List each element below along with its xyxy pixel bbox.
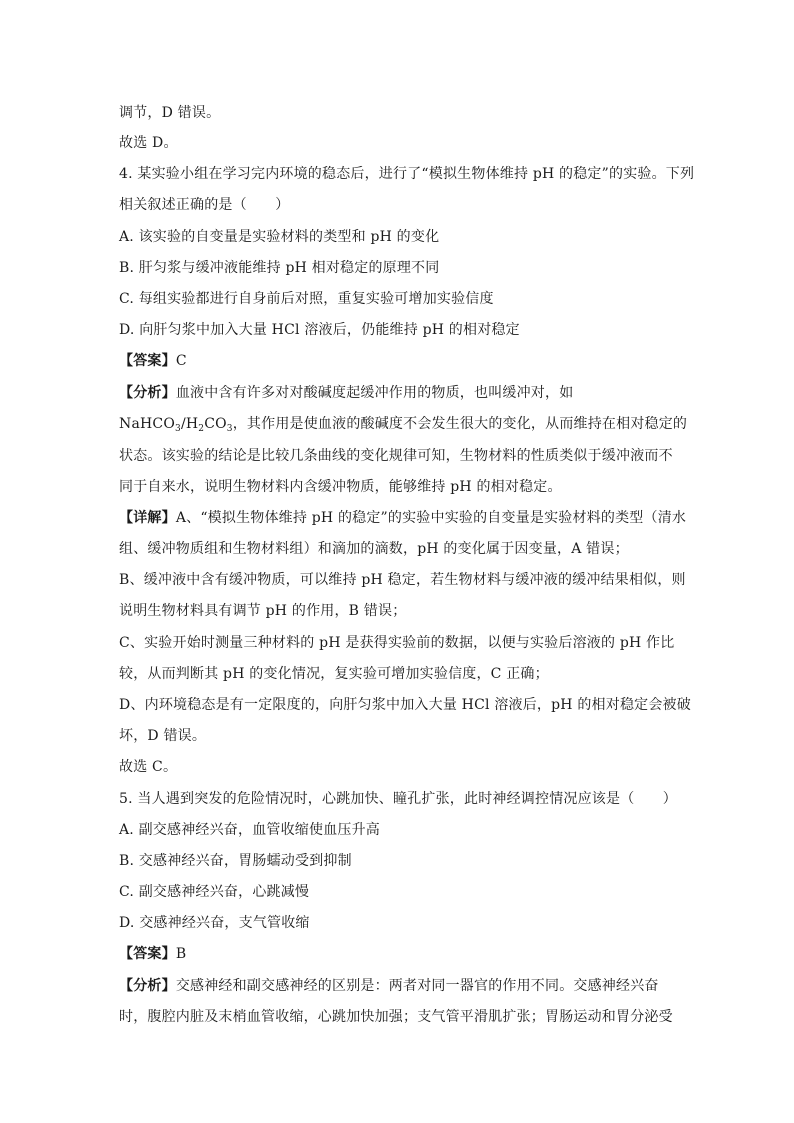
text: D、内环境稳态是有一定限度的，向肝匀浆中加入大量 HCl 溶液后，pH 的相对稳定会被破 <box>119 697 691 713</box>
text-line <box>119 103 220 123</box>
text: C. 每组实验都进行自身前后对照，重复实验可增加实验信度 <box>119 291 494 307</box>
text: 故选 D。 <box>119 135 178 151</box>
detail-line <box>119 508 686 528</box>
text: B. 肝匀浆与缓冲液能维持 pH 相对稳定的原理不同 <box>119 260 440 276</box>
text: C. 副交感神经兴奋，心跳减慢 <box>119 884 310 900</box>
analysis-line <box>119 414 687 434</box>
option-d <box>119 913 310 933</box>
text: 较，从而判断其 pH 的变化情况，复实验可增加实验信度，C 正确； <box>119 666 549 682</box>
detail-line <box>119 695 691 715</box>
detail-line <box>119 633 674 653</box>
text: 状态。该实验的结论是比较几条曲线的变化规律可知，生物材料的性质类似于缓冲液而不 <box>119 448 673 464</box>
answer-line <box>119 944 186 964</box>
answer-value: C <box>175 353 187 369</box>
text: 同于自来水，说明生物材料内含缓冲物质，能够维持 pH 的相对稳定。 <box>119 479 562 495</box>
detail-label: 【详解】 <box>119 510 176 526</box>
option-a <box>119 227 439 247</box>
question-5-stem <box>119 789 677 809</box>
detail-line <box>119 726 206 746</box>
analysis-line <box>119 446 673 466</box>
text: 说明生物材料具有调节 pH 的作用，B 错误； <box>119 603 407 619</box>
option-d <box>119 320 520 340</box>
formula-part: CO <box>204 416 227 432</box>
detail-line <box>119 601 406 621</box>
text: 时，腹腔内脏及末梢血管收缩，心跳加快加强；支气管平滑肌扩张；胃肠运动和胃分泌受 <box>119 1009 673 1025</box>
text: ，其作用是使血液的酸碱度不会发生很大的变化，从而维持在相对稳定的 <box>232 416 688 432</box>
text: 组、缓冲物质组和生物材料组）和滴加的滴数，pH 的变化属于因变量，A 错误； <box>119 541 629 557</box>
text: 4. 某实验小组在学习完内环境的稳态后，进行了“模拟生物体维持 pH 的稳定”的实验。下列 <box>119 166 695 182</box>
option-a <box>119 820 380 840</box>
text: A. 该实验的自变量是实验材料的类型和 pH 的变化 <box>119 229 440 245</box>
text: B、缓冲液中含有缓冲物质，可以维持 pH 稳定，若生物材料与缓冲液的缓冲结果相似，则 <box>119 572 686 588</box>
analysis-line <box>119 1007 673 1027</box>
text: A. 副交感神经兴奋，血管收缩使血压升高 <box>119 822 381 838</box>
option-c <box>119 882 309 902</box>
analysis-line <box>119 477 562 497</box>
subscript: 3 <box>226 424 233 434</box>
text: 坏，D 错误。 <box>119 728 207 744</box>
conclusion-line <box>119 757 177 777</box>
text: 交感神经和副交感神经的区别是：两者对同一器官的作用不同。交感神经兴奋 <box>175 978 659 994</box>
detail-line <box>119 539 629 559</box>
subscript: 2 <box>198 424 205 434</box>
subscript: 3 <box>175 424 181 434</box>
answer-label: 【答案】 <box>119 946 176 962</box>
detail-line <box>119 664 549 684</box>
text-line <box>119 133 178 153</box>
text: C、实验开始时测量三种材料的 pH 是获得实验前的数据，以便与实验后溶液的 pH 作比 <box>119 635 675 651</box>
answer-label: 【答案】 <box>119 353 176 369</box>
text: 相关叙述正确的是（ ） <box>119 197 290 213</box>
text: 血液中含有许多对对酸碱度起缓冲作用的物质，也叫缓冲对，如 <box>175 385 574 401</box>
option-b <box>119 258 439 278</box>
option-b <box>119 851 352 871</box>
analysis-line <box>119 383 573 403</box>
text: 故选 C。 <box>119 759 178 775</box>
option-c <box>119 289 494 309</box>
answer-line <box>119 351 187 371</box>
formula-part: NaHCO <box>119 416 175 432</box>
question-4-stem-cont <box>119 195 289 215</box>
text: A、“模拟生物体维持 pH 的稳定”的实验中实验的自变量是实验材料的类型（清水 <box>175 510 687 526</box>
text: D. 向肝匀浆中加入大量 HCl 溶液后，仍能维持 pH 的相对稳定 <box>119 322 520 338</box>
analysis-line <box>119 976 659 996</box>
text: 调节，D 错误。 <box>119 105 221 121</box>
question-4-stem <box>119 164 694 184</box>
detail-line <box>119 570 686 590</box>
text: D. 交感神经兴奋，支气管收缩 <box>119 915 310 931</box>
answer-value: B <box>175 946 187 962</box>
text: B. 交感神经兴奋，胃肠蠕动受到抑制 <box>119 853 352 869</box>
analysis-label: 【分析】 <box>119 978 176 994</box>
analysis-label: 【分析】 <box>119 385 176 401</box>
formula-part: /H <box>180 416 199 432</box>
text: 5. 当人遇到突发的危险情况时，心跳加快、瞳孔扩张，此时神经调控情况应该是（ ） <box>119 791 678 807</box>
